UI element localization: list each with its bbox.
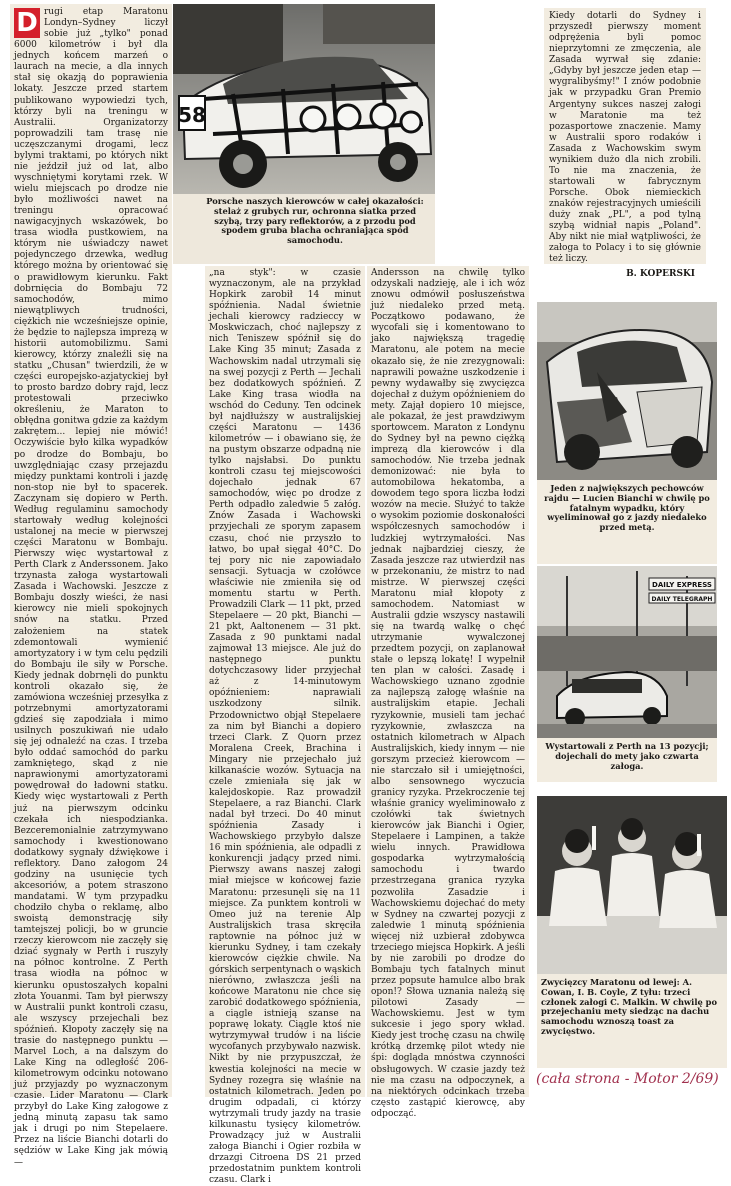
car-photo-block	[173, 4, 435, 264]
start-photo-caption: Wystartowali z Perth na 13 pozycji; dojechali do mety jako czwarta załoga.	[545, 741, 709, 771]
drop-cap: D	[14, 8, 40, 38]
car-photo-image	[173, 4, 435, 194]
article-column-3	[367, 266, 529, 1119]
author-signature: B. KOPERSKI	[626, 269, 695, 280]
article-text-col1: rugi etap Maratonu Londyn–Sydney liczył sobie już „tylko" ponad 6000 kilometrów i był dla jednych końcem marzeń o laurach na mecie, a dla innych stał się okazją do poprawienia lokaty. Jeszcze przed startem publikowano wypowiedzi tych, którzy byli na treningu w Australii. Organizatorzy poprowadzili tam trasę nie uczęszczanymi drogami, lecz bylymi traktami, po których nikt nie jeździł już od lat, albo wyschniętymi korytami rzek. W wielu miejscach po drodze nie było możliwości nawet na treningu opracować nawigacyjnych wskazówek, bo trasa wiodła pustkowiem, na którym nie uświadczy nawet pojedynczego drzewka, według którego można by orientować się o prawidłowym kierunku. Fakt dobrnięcia do Bombaju 72 samochodów, mimo niewątpliwych trudności, ciężkich nie wcześniejsze opinie, że będzie to najlepsza imprezą w historii automobilizmu. Sami kierowcy, którzy znaleźli się na statku „Chusan" twierdzili, że w części europejsko-azjatyckiej był to prosto bardzo dobry rajd, lecz protestowali przeciwko określeniu, że Maraton to obłędna gonitwa gdzie za każdym zakrętem... lepiej nie mówić! Oczywiście było kilka wypadków po drodze do Bombaju, bo uwzględniając czasy przejazdu między punktami kontroli i jazdę non-stop nie był to spacerek. Zaczynam się dopiero w Perth. Według regulaminu samochody startowały według kolejności ustalonej na mecie w pierwszej części Maratonu w Bombaju. Pierwszy więc wystartował z Perth Clark z Anderssonem. Jako trzynasta załoga wystartowali Zasada i Wachowski. Jeszcze z Bombaju doszły wieści, że nasi kierowcy nie mieli spokojnych snów na statku. Przed założeniem na statek zdemontowali wymienić amortyzatory i w tym celu pędzili do Bombaju ile siły w Porsche. Kiedy jednak dobrnęli do punktu kontroli okazało się, że zamówiona wcześniej przesyłka z potrzebnymi amortyzatorami gdzieś się zapodziała i mimo usilnych poszukiwań nie udało się jej odnaleźć na czas. I trzeba było oddać samochód do parku zamkniętego, skąd z nie naprawionymi amortyzatorami powędrował do ładowni statku. Kiedy więc wystartowali z Perth już na pierwszym odcinku czekała ich niespodzianka. Bezceremonialnie zatrzymywano samochody i kwestionowano dodatkowy sygnały dźwiękowe i reflektory. Dano załogom 24 godziny na usunięcie tych akcesoriów, a potem straszono mandatami. W tym przypadku chodziło chyba o reklamę, albo swoistą demonstrację siły tamtejszej policji, bo w gruncie rzeczy kierowcom nie zaczęły się dziać sygnały w Perth i ruszyły na północ kontrolne. Z Perth trasa wiodła na północ w kierunku opustoszałych kopalni złota Youanmi. Tam był pierwszy w Australii punkt kontroli czasu, ale wszyscy przejechali bez spóźnień. Kłopoty zaczęły się na trasie do następnego punktu — Marvel Loch, a na dalszym do Lake King na odległość 206-kilometrowym odcinku notowano już przyjazdy po wyznaczonym czasie. Lider Maratonu — Clark przybył do Lake King załogowe z jedną minutą zapasu tak samo jak i drugi po nim Stepelaere. Przez na liście Bianchi dotarli do sędziów w Lake King jak mówią —	[14, 7, 168, 1168]
winners-photo-block	[537, 796, 727, 1068]
crash-photo-caption: Jeden z największych pechowców rajdu — Lucien Bianchi w chwilę po fatalnym wypadku, który wyeliminował go z jazdy niedaleko przed metą.	[544, 483, 710, 533]
winners-photo	[537, 796, 727, 974]
start-photo-block	[537, 566, 717, 782]
handwritten-source-note: (cała strona - Motor 2/69)	[536, 1071, 719, 1087]
article-text-col2: „na styk": w czasie wyznaczonym, ale na przykład Hopkirk zarobił 14 minut spóźnienia. Nadal świetnie jechali kierowcy radzieccy w Moskwiczach, choć najlepszy z nich Teniszew spóźnił się do Lake King 35 minut; Zasada z Wachowskim nadal utrzymali się na swej pozycji z Perth — Jechali bez dodatkowych spóźnień. Z Lake King trasa wiodła na wschód do Ceduny. Ten odcinek był najdłuższy w australijskiej części Maratonu — 1436 kilometrów — i obawiano się, że na pustym obszarze odpadną nie tylko najsłabsi. Do punktu kontroli czasu tej miejscowości dojechało jednak 67 samochodów, więc po drodze z Perth odpadło zaledwie 5 załóg. Znów Zasada i Wachowski przyjechali ze sporym zapasem czasu, choć nie przyszło to łatwo, bo upał sięgał 40°C. Do tej pory nic nie zapowiadało sensacji. Sytuacja w czołówce właściwie nie zmieniła się od momentu startu w Perth. Prowadzili Clark — 11 pkt, przed Stepelaere — 20 pkt, Bianchi — 21 pkt, Aaltonenem — 31 pkt. Zasada z 90 punktami nadal zajmował 13 miejsce. Ale już do następnego punktu dotychczasowy lider przyjechał aż z 14-minutowym opóźnieniem: naprawiali uszkodzony silnik. Przodownictwo objął Stepelaere za nim był Bianchi a dopiero trzeci Clark. Z Quorn przez Moralena Creek, Brachina i Mingary nie przejechało już kilkanaście wozów. Sytuacja na czele zmieniała się jak w kalejdoskopie. Raz prowadził Stepelaere, a raz Bianchi. Clark nadal był trzeci. Do 40 minut spóźnienia Zasady i Wachowskiego przybyło dalsze 16 min spóźnienia, ale odpadli z konkurencji jadący przed nimi. Pierwszy awans naszej załogi miał miejsce w końcowej fazie Maratonu: przesunęli się na 11 miejsce. Za punktem kontroli w Omeo już na terenie Alp Australijskich trasa skręciła raptownie na północ już w kierunku Sydney, i tam czekały kierowców ciężkie chwile. Na górskich serpentynach o wąskich nierówno, zwłaszcza jeśli na końcowe Maratonu nie chce się zarobić dodatkowego spóźnienia, a ciągle istnieją szanse na poprawę lokaty. Ciągle ktoś nie wytrzymywał trudów i na liście wycofanych przybywało nazwisk. Nikt by nie przypuszczał, że kwestia kolejności na mecie w Sydney rozegra się właśnie na ostatnich kilometrach. Jeden po drugim odpadali, ci którzy wytrzymali trudy jazdy na trasie kilkunastu tysięcy kilometrów. Prowadzący już w Australii załoga Bianchi i Ogier rozbiła w drzazgi Citroena DS 21 przed przedostatnim punktem kontroli czasu. Clark i	[209, 268, 361, 1186]
banner-daily-express: DAILY EXPRESS	[652, 581, 712, 589]
car-start-number: 58	[178, 103, 206, 127]
crash-photo	[537, 302, 717, 480]
article-text-col4: Kiedy dotarli do Sydney i przyszedł pierwszy moment odprężenia byli pomoc nieprzytomni ze zmęczenia, ale Zasada wyrwał się zdanie: „Gdyby był jeszcze jeden etap — wygralibyśmy!" I znów podobnie jak w przypadku Gran Premio Argentyny sukces naszej załogi w Maratonie ma też pozasportowe znaczenie. Mamy w Australii sporo rodaków i Zasada z Wachowskim swym wynikiem dużo dla nich zrobili. To nie ma znaczenia, że startowali w fabrycznym Porsche. Obok niemieckich znaków rejestracyjnych umieścili duży znak „PL", a pod tylną szybą widniał napis „Poland". Aby nikt nie miał wątpliwości, że załoga to Polacy i to się głównie też liczy.	[549, 11, 701, 265]
article-column-4	[544, 8, 706, 280]
start-photo-image	[537, 566, 717, 738]
article-column-1	[10, 4, 172, 1168]
crash-photo-image	[537, 302, 717, 480]
article-column-2	[205, 266, 365, 1186]
start-photo	[537, 566, 717, 738]
winners-photo-image	[537, 796, 727, 974]
winners-photo-caption: Zwycięzcy Maratonu od lewej: A. Cowan, I. B. Coyle, Z tyłu: trzeci członek załogi C. Malkin. W chwilę po przejechaniu mety siedząc na dachu samochodu wznoszą toast za zwycięstwo.	[541, 977, 717, 1036]
article-text-col3: Andersson na chwilę tylko odzyskali nadzieję, ale i ich wóz znowu odmówił posłuszeństwa już niedaleko przed metą. Początkowo podawano, że wycofali się i komentowano to jako największą tragedię Maratonu, ale potem na mecie okazało się, że nie zrezygnowali: naprawili poważne uszkodzenie i pewny wydawałby się zwycięzca dojechał z dużym opóźnieniem do mety. Zajął dopiero 10 miejsce, ale pokazał, że jest prawdziwym sportowcem. Maraton z Londynu do Sydney był na pewno ciężką imprezą dla kierowców i dla samochodów. Nie trzeba jednak demonizować: nie była to automobilowa hekatomba, a dowodem tego spora liczba łodzi wozów na mecie. Służyć to także o wysokim poziomie doskonałości współczesnych samochodów i ludzkiej wytrzymałości. Nas jednak najbardziej cieszy, że Zasada jeszcze raz utwierdził nas w przekonaniu, że mistrz to nad mistrze. W pierwszej części Maratonu miał kłopoty z samochodem. Natomiast w Australii gdzie wszyscy nastawili się na twardą walkę o chęć utrzymanie wywalczonej przedtem pozycji, on zaplanował stałe o lepszą lokatę! I wypełnił ten plan w całości. Zasadę i Wachowskiego uznano zgodnie za najlepszą załogę właśnie na australijskim etapie. Jechali ryzykownie, musieli tam jechać ryzykownie, zwłaszcza na ostatnich kilometrach w Alpach Australijskich, kiedy innym — nie gorszym przecież kierowcom — nie starczało sił i umiejętności, albo sensownego wyczucia granicy ryzyka. Przekroczenie tej właśnie granicy wyeliminowało z czołówki tak świetnych kierowców jak Bianchi i Ogier, Stepelaere i Lampinen, a także wielu innych. Prawidłowa gospodarka wytrzymałością samochodu i twardo przestrzegana granica ryzyka pozwoliła Zasadzie i Wachowskiemu dojechać do mety w Sydney na czwartej pozycji z zaledwie 1 minutą spóźnienia więcej niż uzbierał zdobywca trzeciego miejsca Hopkirk. A jeśli by nie zarobili po drodze do Bombaju tych fatalnych minut przez popsute hamulce albo brak opon!? Słowa uznania należą się pilotowi Zasady — Wachowskiemu. Jest w tym sukcesie i jego spory wkład. Kiedy jest trochę czasu na chwilę krótką drzemkę pilot wtedy nie śpi: dogląda mnóstwa czynności obsługowych. W czasie jazdy też nie ma czasu na odpoczynek, a na niektórych odcinkach trzeba często zastąpić kierowcę, aby odpocząć.	[371, 268, 525, 1119]
banner-daily-telegraph: DAILY TELEGRAPH	[651, 596, 713, 603]
car-photo-caption: Porsche naszych kierowców w całej okazałości: stelaż z grubych rur, ochronna siatka przed szybą, trzy pary reflektorów, a z przodu pod spodem gruba blacha ochraniająca spód samochodu.	[206, 196, 424, 246]
car-photo	[173, 4, 435, 194]
crash-photo-block	[537, 302, 717, 564]
